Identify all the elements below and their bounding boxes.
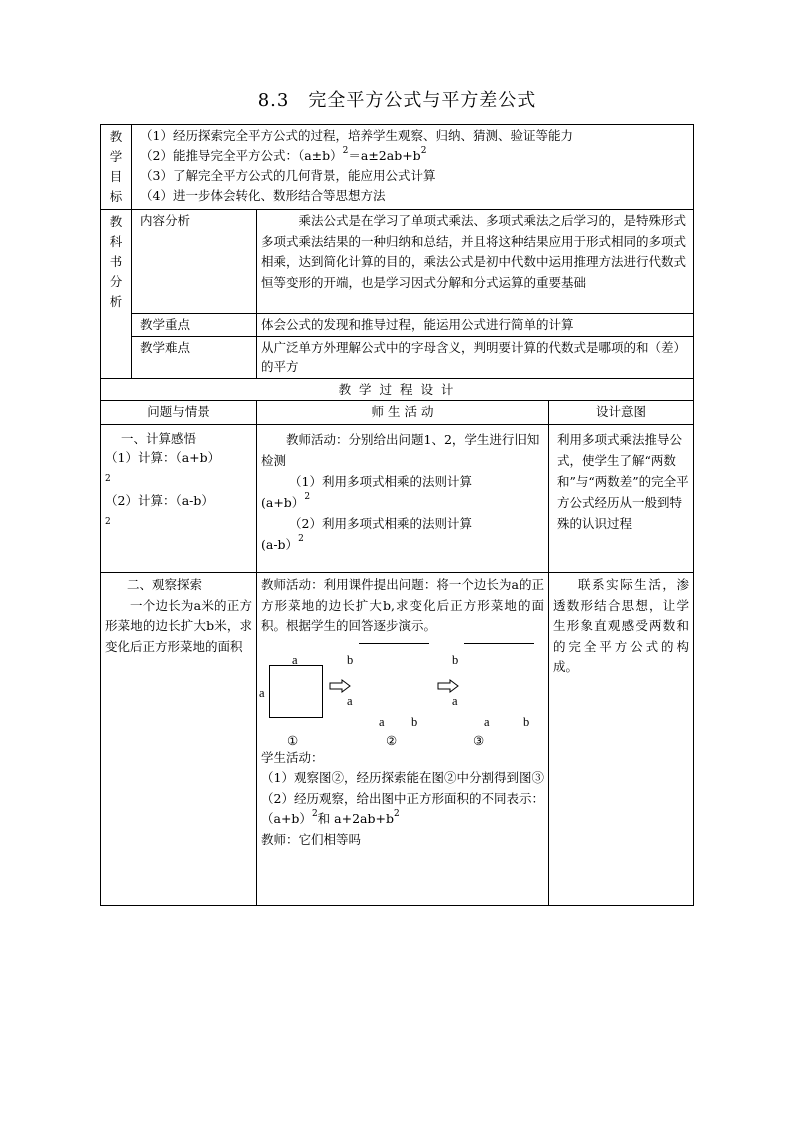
activity-2-intro: 教师活动：利用课件提出问题：将一个边长为a的正方形菜地的边长扩大b,求变化后正方形菜地的面积。根据学生的回答逐步演示。	[261, 577, 544, 633]
label-b-bottom-2: b	[411, 714, 418, 729]
process-row-2	[101, 573, 694, 906]
col-activity: 师 生 活 动	[257, 401, 549, 425]
difficulty-text: 从广泛单方外理解公式中的字母含义，判明要计算的代数式是哪项的和（差）的平方	[257, 336, 694, 378]
situation-1-title: 一、计算感悟	[121, 431, 197, 446]
square-diagram	[259, 637, 544, 748]
objective-2: （2）能推导完全平方公式：$(a\pm b)^2=a\pm 2ab+b^2$	[140, 146, 427, 163]
lesson-plan-table	[100, 124, 694, 906]
content-analysis-text: 乘法公式是在学习了单项式乘法、多项式乘法之后学习的，是特殊形式多项式乘法结果的一种归纳和总结，并且将这种结果应用于形式相同的多项式相乘，达到简化计算的目的，乘法公式是初中代数中运用推理方法进行代数式恒等变形的开端，也是学习因式分解和分式运算的重要基础	[257, 210, 694, 314]
activity-2	[257, 573, 549, 906]
intent-1: 利用多项式乘法推导公式，使学生了解“两数和”与“两数差”的完全平方公式经历从一般到特殊的认识过程	[549, 425, 694, 573]
analysis-label: 教 科 书 分 析	[101, 210, 132, 379]
label-a-bottom-2: a	[379, 714, 385, 729]
situation-1-q1: （1）计算：（a+b） 2	[105, 450, 221, 484]
activity-1-p1-expr: (a+b）$^2$	[261, 492, 311, 510]
student-activity-p2: （2）经历观察，给出图中正方形面积的不同表示：$(a+b)^2$和 $a+2ab+b^2$	[261, 790, 544, 826]
situation-1	[101, 425, 257, 573]
objective-1: （1）经历探索完全平方公式的过程，培养学生观察、归纳、猜测、验证等能力	[140, 128, 573, 143]
key-point-text: 体会公式的发现和推导过程，能运用公式进行简单的计算	[257, 314, 694, 337]
objectives-row	[101, 125, 694, 210]
content-analysis-label: 内容分析	[132, 210, 257, 314]
teacher-question: 教师：它们相等吗	[261, 831, 362, 847]
label-a-side-1: a	[259, 685, 265, 700]
objective-4: （4）进一步体会转化、数形结合等思想方法	[140, 188, 386, 203]
label-b-bottom-3: b	[523, 714, 530, 729]
page-title: 8.3 完全平方公式与平方差公式	[257, 90, 537, 111]
process-heading-row	[101, 378, 694, 401]
analysis-key-row	[101, 314, 694, 337]
blank-line-2	[464, 643, 534, 644]
analysis-content-row	[101, 210, 694, 314]
student-activity-p1: （1）观察图②，经历探索能在图②中分割得到图③	[261, 770, 544, 785]
activity-1-intro: 教师活动：分别给出问题1、2，学生进行旧知检测	[261, 432, 540, 468]
situation-2-title: 二、观察探索	[127, 577, 203, 592]
figure-number-1: ①	[287, 733, 299, 748]
intent-2: 联系实际生活，渗透数形结合思想，让学生形象直观感受两数和的完全平方公式的构成。	[549, 573, 694, 906]
process-row-1	[101, 425, 694, 573]
objectives-content	[132, 125, 694, 210]
label-b-top-2: b	[452, 652, 459, 667]
col-situation: 问题与情景	[101, 401, 257, 425]
figure-number-2: ②	[386, 733, 398, 748]
col-intent: 设计意图	[549, 401, 694, 425]
activity-1	[257, 425, 549, 573]
label-a-top-1: a	[292, 652, 298, 667]
activity-1-p1: （1）利用多项式相乘的法则计算	[289, 474, 472, 489]
analysis-difficulty-row	[101, 336, 694, 378]
figure-number-3: ③	[473, 733, 485, 748]
activity-1-p2: （2）利用多项式相乘的法则计算	[289, 516, 472, 531]
blank-line-1	[359, 643, 429, 644]
activity-1-p2-expr: (a-b）$^2$	[261, 534, 304, 552]
situation-1-q2: （2）计算：（a-b） 2	[105, 493, 214, 527]
difficulty-label: 教学难点	[132, 336, 257, 378]
label-a-mid-2: a	[347, 693, 353, 708]
label-a-bottom-3: a	[484, 714, 490, 729]
situation-2	[101, 573, 257, 906]
student-activity-title: 学生活动：	[261, 749, 324, 765]
situation-2-text: 一个边长为a米的正方形菜地的边长扩大b米，求变化后正方形菜地的面积	[105, 597, 252, 654]
key-point-label: 教学重点	[132, 314, 257, 337]
process-columns-row	[101, 401, 694, 425]
objectives-label: 教 学 目 标	[101, 125, 132, 210]
process-heading: 教 学 过 程 设 计	[101, 378, 694, 401]
label-b-top-1: b	[347, 652, 354, 667]
label-a-mid-3: a	[452, 693, 458, 708]
objective-3: （3）了解完全平方公式的几何背景，能应用公式计算	[140, 168, 436, 183]
square-figure-1	[269, 665, 323, 718]
